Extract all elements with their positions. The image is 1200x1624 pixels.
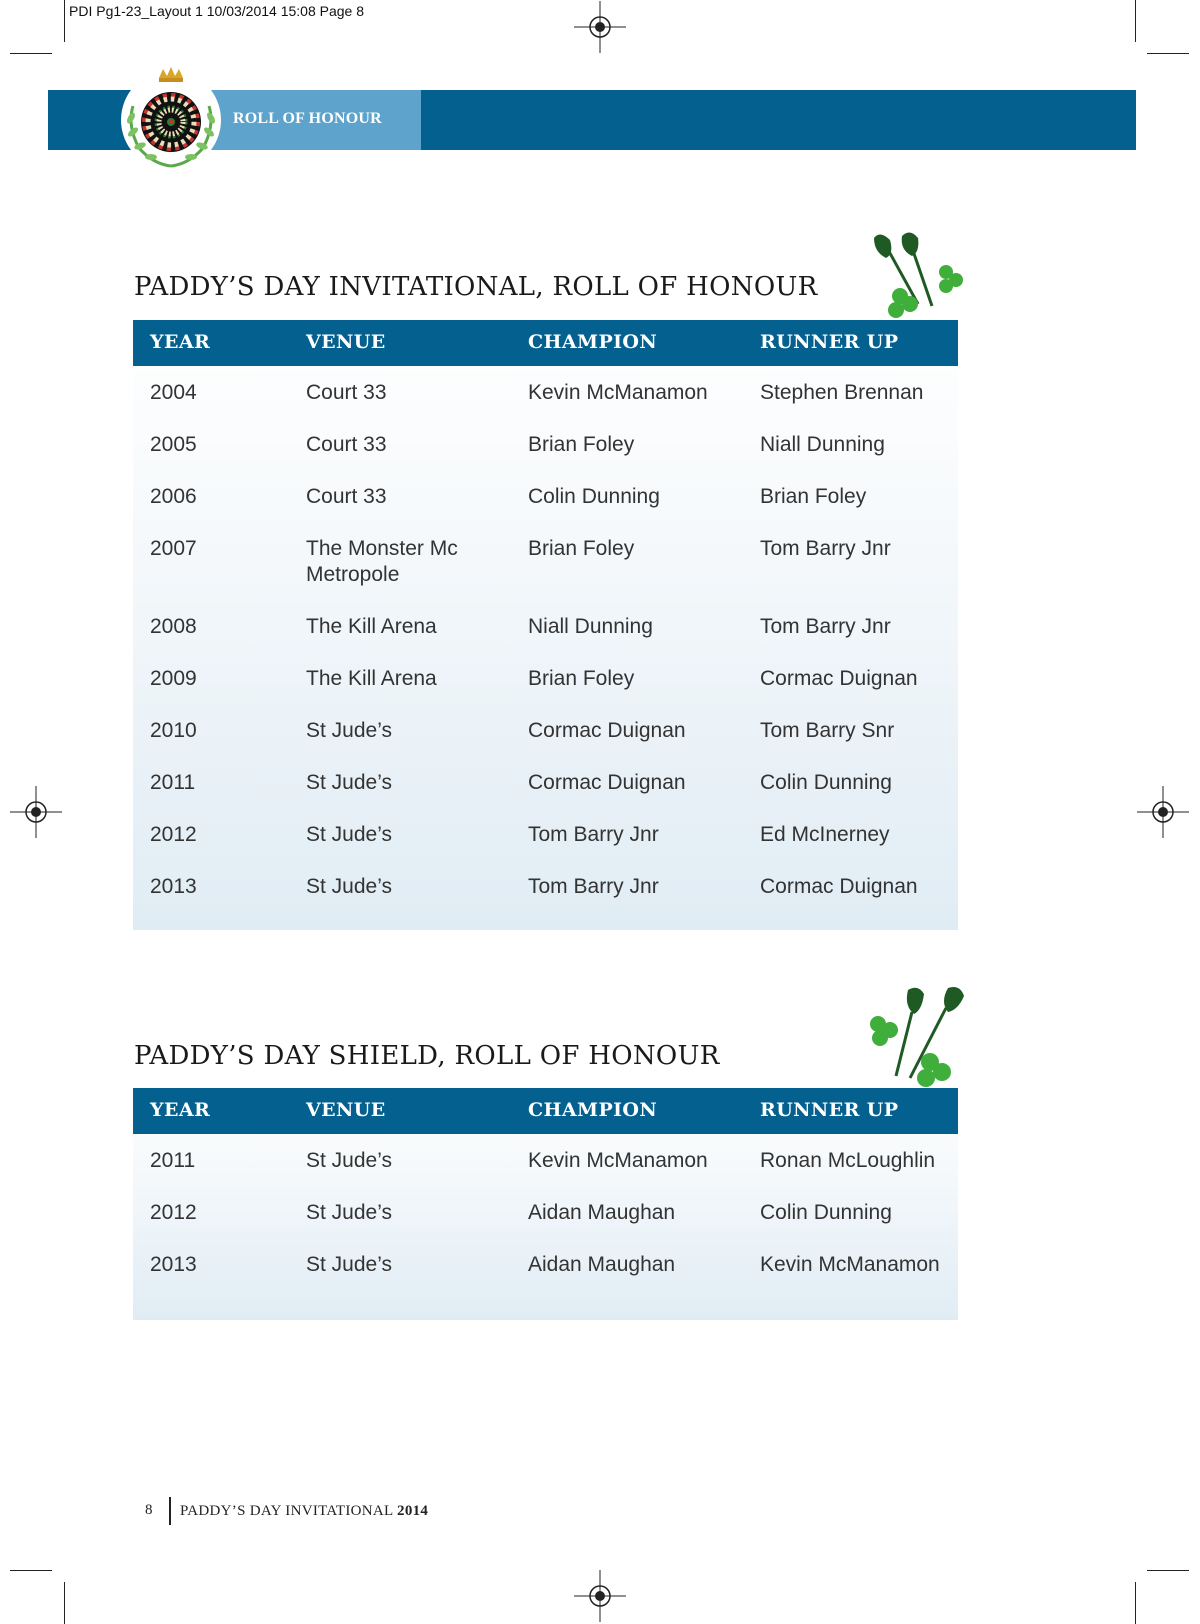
column-header-venue: VENUE	[306, 1099, 386, 1121]
table-row	[133, 808, 958, 860]
footer-divider	[169, 1497, 171, 1525]
invitational-title: PADDY’S DAY INVITATIONAL, ROLL OF HONOUR	[134, 272, 818, 302]
column-header-year: YEAR	[150, 331, 211, 353]
footer-publication-name: PADDY’S DAY INVITATIONAL	[180, 1503, 393, 1519]
runner-up-cell: Colin Dunning	[760, 771, 892, 794]
table-row	[133, 1186, 958, 1238]
registration-mark-icon	[574, 1, 626, 53]
dartboard-emblem-icon	[113, 66, 229, 170]
champion-cell: Brian Foley	[528, 433, 635, 456]
year-cell: 2011	[150, 1149, 196, 1172]
venue-cell: St Jude’s	[306, 1201, 392, 1224]
crop-mark	[1135, 1582, 1136, 1624]
venue-cell: Court 33	[306, 381, 387, 404]
crop-mark	[64, 0, 65, 42]
runner-up-cell: Stephen Brennan	[760, 381, 924, 404]
table-row	[133, 860, 958, 912]
champion-cell: Kevin McManamon	[528, 381, 708, 404]
venue-cell: St Jude’s	[306, 719, 392, 742]
table-row	[133, 418, 958, 470]
runner-up-cell: Cormac Duignan	[760, 667, 918, 690]
venue-cell: The Kill Arena	[306, 667, 437, 690]
column-header-runner-up: RUNNER UP	[760, 1099, 899, 1121]
runner-up-cell: Kevin McManamon	[760, 1253, 940, 1276]
runner-up-cell: Brian Foley	[760, 485, 867, 508]
crop-mark	[1147, 1570, 1189, 1571]
runner-up-cell: Tom Barry Jnr	[760, 537, 891, 560]
runner-up-cell: Colin Dunning	[760, 1201, 892, 1224]
darts-shamrock-icon	[866, 984, 986, 1088]
column-header-champion: CHAMPION	[528, 1099, 658, 1121]
shield-title: PADDY’S DAY SHIELD, ROLL OF HONOUR	[134, 1041, 720, 1071]
year-cell: 2006	[150, 485, 197, 508]
year-cell: 2011	[150, 771, 196, 794]
page-number: 8	[145, 1502, 153, 1518]
runner-up-cell: Cormac Duignan	[760, 875, 918, 898]
champion-cell: Brian Foley	[528, 537, 635, 560]
venue-cell: St Jude’s	[306, 875, 392, 898]
registration-mark-icon	[574, 1570, 626, 1622]
venue-cell: Court 33	[306, 485, 387, 508]
table-row	[133, 756, 958, 808]
champion-cell: Cormac Duignan	[528, 771, 686, 794]
venue-cell: St Jude’s	[306, 1149, 392, 1172]
runner-up-cell: Ed McInerney	[760, 823, 890, 846]
venue-cell: Court 33	[306, 433, 387, 456]
footer-publication	[180, 1503, 428, 1520]
registration-mark-icon	[10, 786, 62, 838]
table-row	[133, 704, 958, 756]
year-cell: 2010	[150, 719, 197, 742]
year-cell: 2013	[150, 1253, 197, 1276]
champion-cell: Tom Barry Jnr	[528, 875, 659, 898]
table-header	[133, 320, 958, 366]
crop-mark	[10, 53, 52, 54]
venue-cell: The Monster Mc	[306, 537, 458, 560]
table-row	[133, 470, 958, 522]
venue-cell-line2: Metropole	[306, 563, 400, 586]
year-cell: 2012	[150, 1201, 197, 1224]
table-header	[133, 1088, 958, 1134]
runner-up-cell: Ronan McLoughlin	[760, 1149, 936, 1172]
darts-shamrock-icon	[866, 232, 966, 324]
champion-cell: Kevin McManamon	[528, 1149, 708, 1172]
venue-cell: St Jude’s	[306, 823, 392, 846]
column-header-venue: VENUE	[306, 331, 386, 353]
champion-cell: Aidan Maughan	[528, 1253, 676, 1276]
crop-mark	[1135, 0, 1136, 42]
runner-up-cell: Tom Barry Jnr	[760, 615, 891, 638]
champion-cell: Aidan Maughan	[528, 1201, 676, 1224]
header-label: ROLL OF HONOUR	[233, 110, 382, 127]
crop-mark	[1147, 53, 1189, 54]
shield-table	[133, 1088, 958, 1320]
registration-mark-icon	[1137, 786, 1189, 838]
column-header-year: YEAR	[150, 1099, 211, 1121]
year-cell: 2005	[150, 433, 197, 456]
table-row	[133, 366, 958, 418]
table-row	[133, 1238, 958, 1290]
venue-cell: St Jude’s	[306, 771, 392, 794]
column-header-runner-up: RUNNER UP	[760, 331, 899, 353]
invitational-table	[133, 320, 958, 930]
champion-cell: Niall Dunning	[528, 615, 653, 638]
runner-up-cell: Niall Dunning	[760, 433, 885, 456]
champion-cell: Tom Barry Jnr	[528, 823, 659, 846]
venue-cell: The Kill Arena	[306, 615, 437, 638]
year-cell: 2009	[150, 667, 197, 690]
year-cell: 2007	[150, 537, 197, 560]
runner-up-cell: Tom Barry Snr	[760, 719, 895, 742]
table-row	[133, 1134, 958, 1186]
year-cell: 2013	[150, 875, 197, 898]
champion-cell: Brian Foley	[528, 667, 635, 690]
crop-mark	[64, 1582, 65, 1624]
champion-cell: Colin Dunning	[528, 485, 660, 508]
year-cell: 2004	[150, 381, 197, 404]
year-cell: 2008	[150, 615, 197, 638]
champion-cell: Cormac Duignan	[528, 719, 686, 742]
year-cell: 2012	[150, 823, 197, 846]
table-row	[133, 652, 958, 704]
print-slug: PDI Pg1-23_Layout 1 10/03/2014 15:08 Page 8	[69, 3, 365, 19]
crop-mark	[10, 1570, 52, 1571]
venue-cell: St Jude’s	[306, 1253, 392, 1276]
table-row	[133, 600, 958, 652]
column-header-champion: CHAMPION	[528, 331, 658, 353]
table-row	[133, 522, 958, 600]
footer-year: 2014	[397, 1503, 429, 1519]
